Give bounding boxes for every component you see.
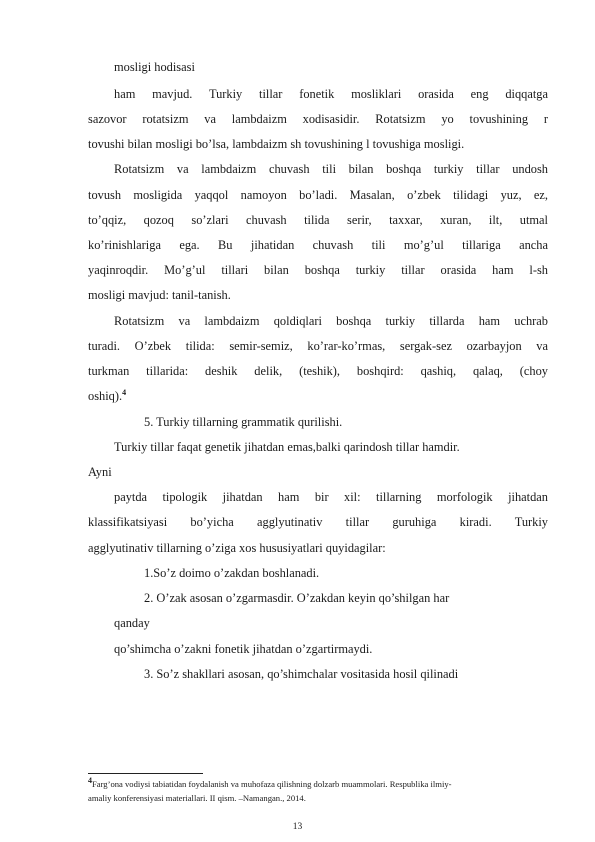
footnote [88,778,452,790]
text-line: ko’rinishlariga ega. Bu jihatidan chuvash tili mo’g’ul tillariga ancha [88,238,548,252]
text-line: Rotatsizm va lambdaizm qoldiqlari boshqa turkiy tillarda ham uchrab [114,314,548,328]
text-line: qanday [114,616,150,630]
text-line: Rotatsizm va lambdaizm chuvash tili bilan boshqa turkiy tillar undosh [114,162,548,176]
footnote-continuation: amaliy konferensiyasi materiallari. II qism. –Namangan., 2014. [88,793,306,803]
text-line: turkman tillarida: deshik delik, (teshik), boshqird: qashiq, qalaq, (choy [88,364,548,378]
text-line [88,388,126,404]
footnote-text: Farg’ona vodiysi tabiatidan foydalanish va muhofaza qilishning dolzarb muammolari. Respublika ilmiy- [92,779,452,789]
text-line: mosligi mavjud: tanil-tanish. [88,288,231,302]
text-line: agglyutinativ tillarning o’ziga xos hususiyatlari quyidagilar: [88,541,386,555]
text-line: yaqinroqdir. Mo’g’ul tillari bilan boshqa turkiy tillar orasida ham l-sh [88,263,548,277]
footnote-number: 4 [88,776,92,786]
text-line: ham mavjud. Turkiy tillar fonetik mosliklari orasida eng diqqatga [114,87,548,101]
list-item: 3. So’z shakllari asosan, qo’shimchalar vositasida hosil qilinadi [144,667,459,681]
text-line: sazovor rotatsizm va lambdaizm xodisasidir. Rotatsizm yo tovushining r [88,112,548,126]
text-line: klassifikatsiyasi bo’yicha agglyutinativ tillar guruhiga kiradi. Turkiy [88,515,548,529]
footnote-divider [88,773,203,774]
text-segment: oshiq). [88,389,123,403]
text-line: qo’shimcha o’zakni fonetik jihatdan o’zgartirmaydi. [114,642,373,656]
list-item: 1.So’z doimo o’zakdan boshlanadi. [144,566,320,580]
section-heading: 5. Turkiy tillarning grammatik qurilishi. [144,415,343,429]
text-line: tovushi bilan mosligi bo’lsa, lambdaizm sh tovushining l tovushiga mosligi. [88,137,465,151]
footnote-reference: 4 [122,387,127,397]
list-item: 2. O’zak asosan o’zgarmasdir. O’zakdan keyin qo’shilgan har [144,591,450,605]
text-line: paytda tipologik jihatdan ham bir xil: tillarning morfologik jihatdan [114,490,548,504]
text-line: turadi. O’zbek tilida: semir-semiz, ko’rar-ko’rmas, sergak-sez ozarbayjon va [88,339,548,353]
text-line: Ayni [88,465,112,479]
text-line: tovush mosligida yaqqol namoyon bo’ladi. Masalan, o’zbek tilidagi yuz, ez, [88,188,548,202]
text-line: to’qqiz, qozoq so’zlari chuvash tilida serir, taxxar, xuran, ilt, utmal [88,213,548,227]
text-line: mosligi hodisasi [114,60,195,74]
page-number: 13 [292,822,303,832]
text-line: Turkiy tillar faqat genetik jihatdan emas,balki qarindosh tillar hamdir. [114,440,460,454]
